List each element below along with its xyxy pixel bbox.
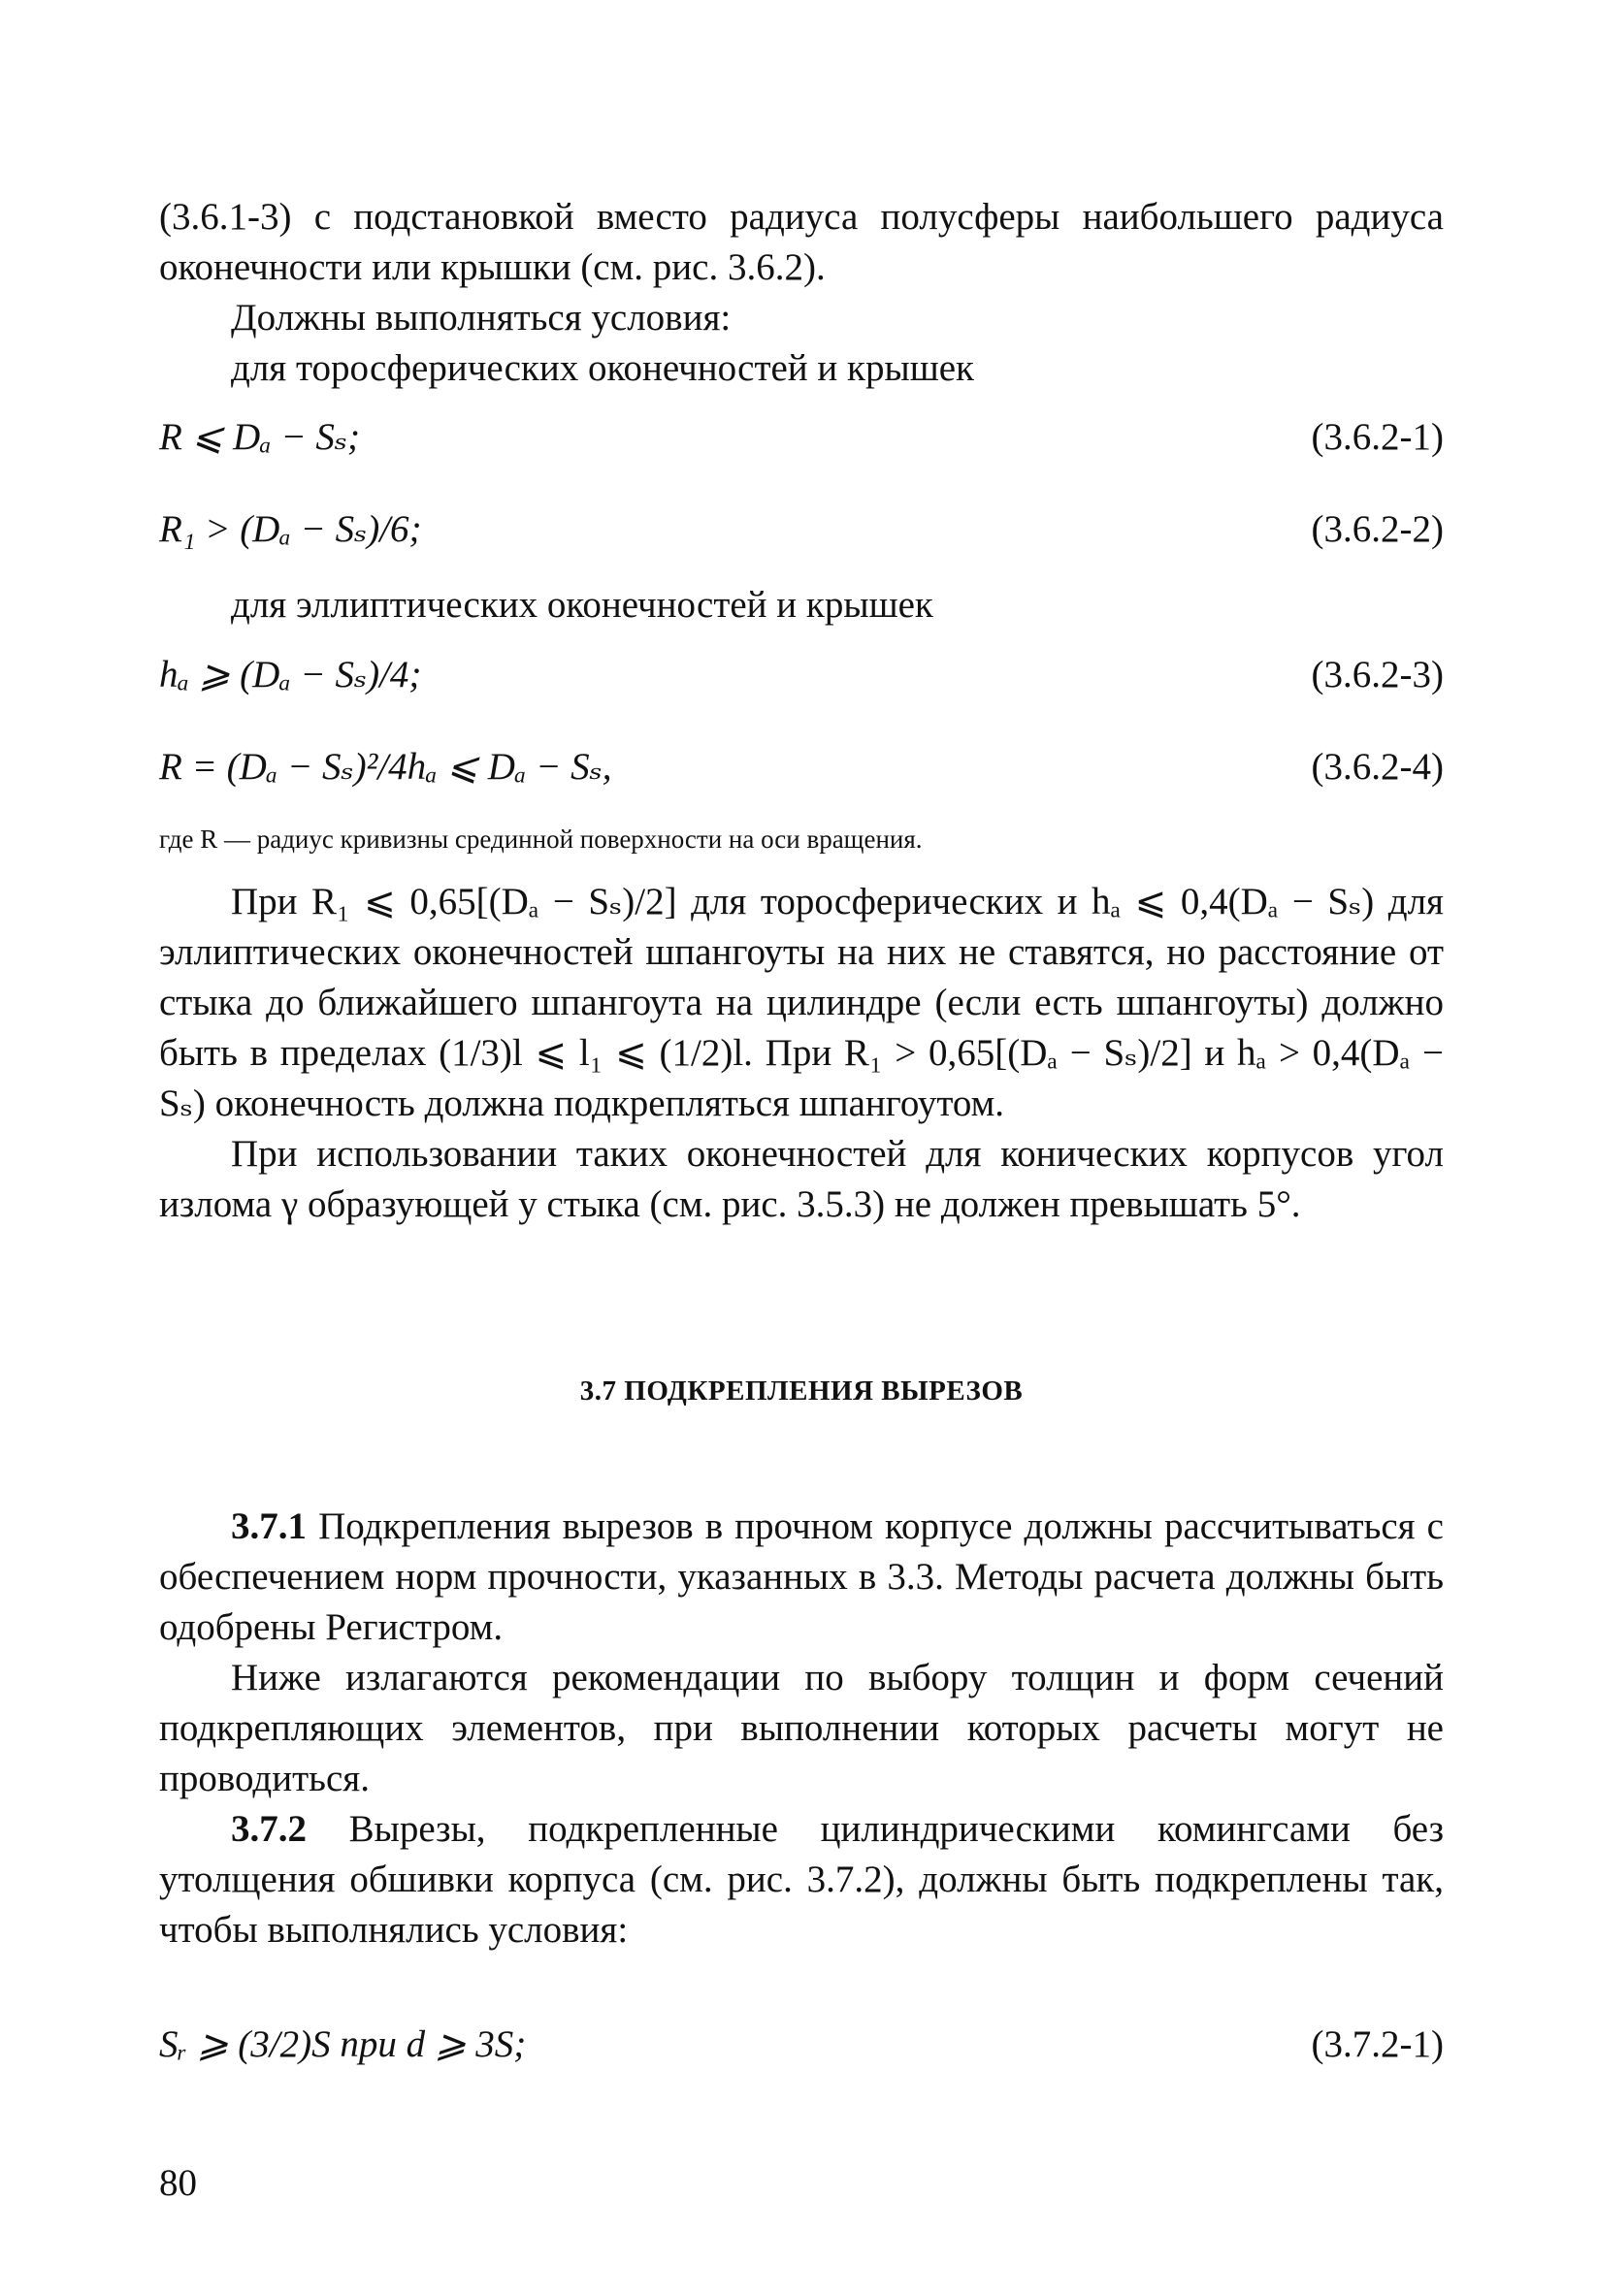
equation-3-6-2-3 (159, 650, 1444, 700)
section-number-3-7-2: 3.7.2 (231, 1808, 307, 1850)
equation-formula: R₁ > (Dₐ − Sₛ)/6; (159, 508, 422, 550)
section-text-3-7-1: Подкрепления вырезов в прочном корпусе должны рассчитываться с обеспечением норм прочности, указанных в 3.3. Методы расчета должны быть одобрены Регистром. (159, 1505, 1444, 1648)
equation-number: (3.7.2-1) (1311, 2023, 1444, 2065)
equation-3-6-2-2 (159, 504, 1444, 555)
section-number-3-7-1: 3.7.1 (231, 1505, 307, 1547)
text-block-top (159, 192, 1444, 394)
equation-3-6-2-4 (159, 742, 1444, 792)
text-block-elliptic (159, 580, 1444, 631)
equation-3-6-2-1 (159, 412, 1444, 463)
paragraph-continuation: (3.6.1-3) с подстановкой вместо радиуса полусферы наибольшего радиуса оконечности или крышки (см. рис. 3.6.2). (159, 196, 1444, 288)
equation-number: (3.6.2-2) (1311, 508, 1444, 550)
section-heading: 3.7 ПОДКРЕПЛЕНИЯ ВЫРЕЗОВ (579, 1375, 1024, 1407)
text-block-section (159, 1502, 1444, 1956)
equation-formula: R ⩽ Dₐ − Sₛ; (159, 416, 361, 458)
section-text-3-7-2: Вырезы, подкрепленные цилиндрическими комингсами без утолщения обшивки корпуса (см. рис. 3.7.2), должны быть подкреплены так, чтобы выполнялись условия: (159, 1808, 1444, 1951)
note-block (159, 823, 1444, 856)
paragraph-torospherical: для торосферических оконечностей и крышек (231, 347, 974, 389)
equation-3-7-2-1 (159, 2020, 1444, 2070)
paragraph-conical: При использовании таких оконечностей для конических корпусов угол излома γ образующей у стыка (см. рис. 3.5.3) не должен превышать 5°. (159, 1133, 1444, 1225)
page-number: 80 (159, 2162, 197, 2204)
note-radius: где R — радиус кривизны срединной поверхности на оси вращения. (159, 825, 923, 854)
equation-formula: hₐ ⩾ (Dₐ − Sₛ)/4; (159, 654, 422, 695)
equation-formula: Sᵣ ⩾ (3/2)S при d ⩾ 3S; (159, 2023, 527, 2065)
paragraph-conditions: Должны выполняться условия: (231, 297, 732, 339)
text-block-middle (159, 877, 1444, 1230)
equation-formula: R = (Dₐ − Sₛ)²/4hₐ ⩽ Dₐ − Sₛ, (159, 746, 612, 788)
paragraph-recommendations: Ниже излагаются рекомендации по выбору толщин и форм сечений подкрепляющих элементов, при выполнении которых расчеты могут не проводиться. (159, 1657, 1444, 1799)
paragraph-frames: При R₁ ⩽ 0,65[(Dₐ − Sₛ)/2] для торосферических и hₐ ⩽ 0,4(Dₐ − Sₛ) для эллиптических оконечностей шпангоуты на них не ставятся, но расстояние от стыка до ближайшего шпангоута на цилиндре (если есть шпангоуты) должно быть в пределах (1/3)l ⩽ l₁ ⩽ (1/2)l. При R₁ > 0,65[(Dₐ − Sₛ)/2] и hₐ > 0,4(Dₐ − Sₛ) оконечность должна подкрепляться шпангоутом. (159, 881, 1444, 1124)
equation-number: (3.6.2-1) (1311, 416, 1444, 458)
paragraph-3-7-2 (159, 1804, 1444, 1956)
paragraph-elliptic: для эллиптических оконечностей и крышек (231, 584, 933, 626)
equation-number: (3.6.2-3) (1311, 654, 1444, 695)
paragraph-3-7-1 (159, 1502, 1444, 1653)
equation-number: (3.6.2-4) (1311, 746, 1444, 788)
